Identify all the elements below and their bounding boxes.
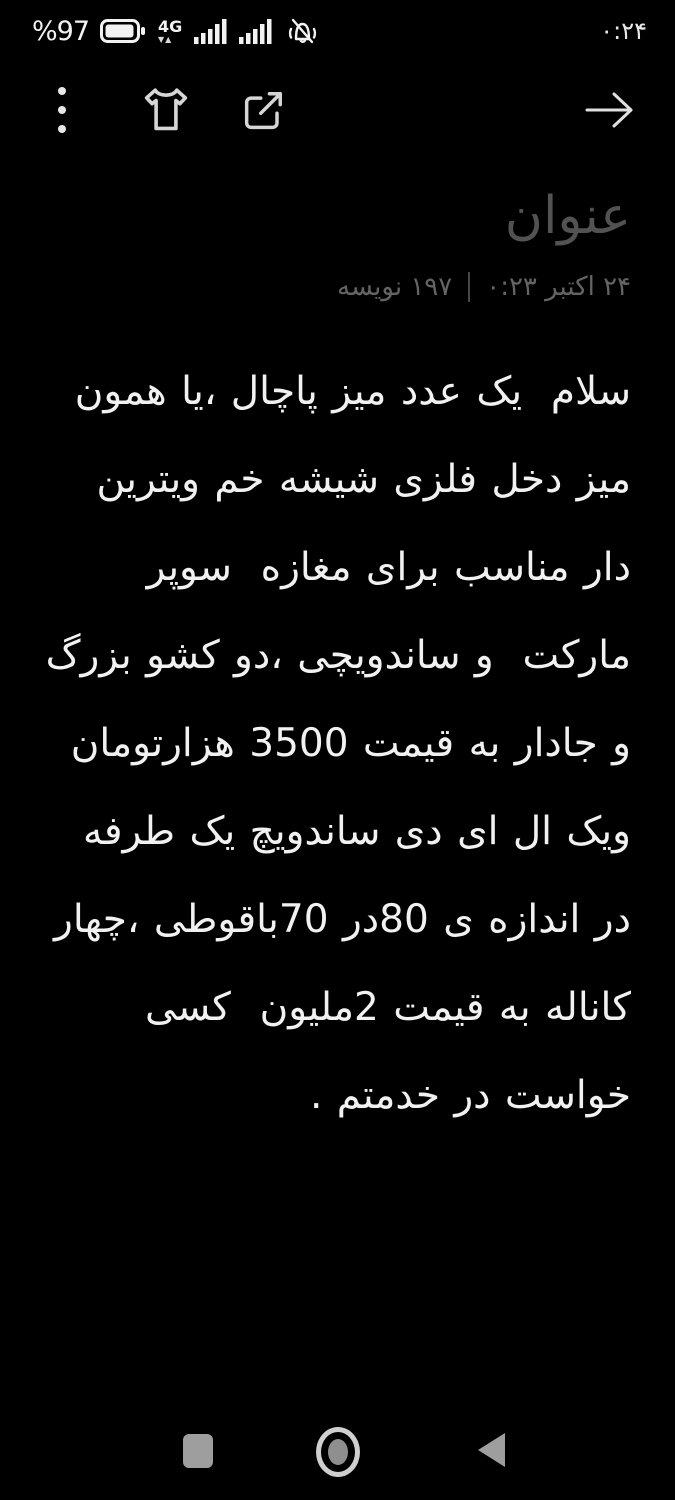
share-button[interactable]: [236, 82, 292, 138]
network-indicator: [158, 16, 183, 44]
navigation-bar: [0, 1418, 675, 1500]
network-type-label: 4G: [158, 16, 183, 36]
home-icon: [316, 1427, 360, 1477]
external-link-icon: [238, 84, 290, 136]
meta-divider: [468, 272, 470, 302]
toolbar: [0, 80, 675, 140]
overflow-menu-button[interactable]: [44, 84, 80, 136]
page-title: عنوان: [504, 186, 631, 246]
recents-button[interactable]: [183, 1434, 213, 1468]
battery-icon: [100, 19, 146, 43]
arrow-right-icon: [583, 90, 637, 130]
recents-icon: [183, 1434, 213, 1468]
mute-bell-icon: [284, 16, 320, 46]
post-date: ۲۴ اکتبر ۰:۲۳: [486, 272, 631, 302]
post-content: [0, 172, 675, 1140]
status-bar: [0, 8, 675, 54]
kebab-icon: [57, 85, 67, 135]
signal-strength-icon-sim2: [239, 18, 273, 44]
back-icon: [478, 1433, 505, 1467]
data-activity-arrows-icon: ▼▲: [158, 34, 173, 44]
home-button[interactable]: [316, 1427, 360, 1477]
post-body: سلام یک عدد میز پاچال ،یا همون میز دخل فلزی شیشه خم ویترین دار مناسب برای مغازه سوپر مارکت و ساندویچی ،دو کشو بزرگ و جادار به قیمت 3500 هزارتومان ویک ال ای دی ساندویچ یک طرفه در اندازه ی 80در 70باقوطی ،چهار کاناله به قیمت 2ملیون کسی خواست در خدمتم .: [31, 369, 631, 1118]
status-left-cluster: [32, 16, 320, 47]
battery-percent-label: %97: [32, 15, 90, 47]
back-button[interactable]: [478, 1433, 505, 1467]
category-tshirt-button[interactable]: [138, 82, 194, 138]
char-count: ۱۹۷ نویسه: [337, 272, 453, 302]
tshirt-icon: [139, 83, 193, 137]
forward-button[interactable]: [583, 88, 637, 132]
signal-strength-icon-sim1: [194, 18, 228, 44]
post-meta: [38, 272, 631, 302]
clock: ۰:۲۴: [600, 17, 647, 45]
